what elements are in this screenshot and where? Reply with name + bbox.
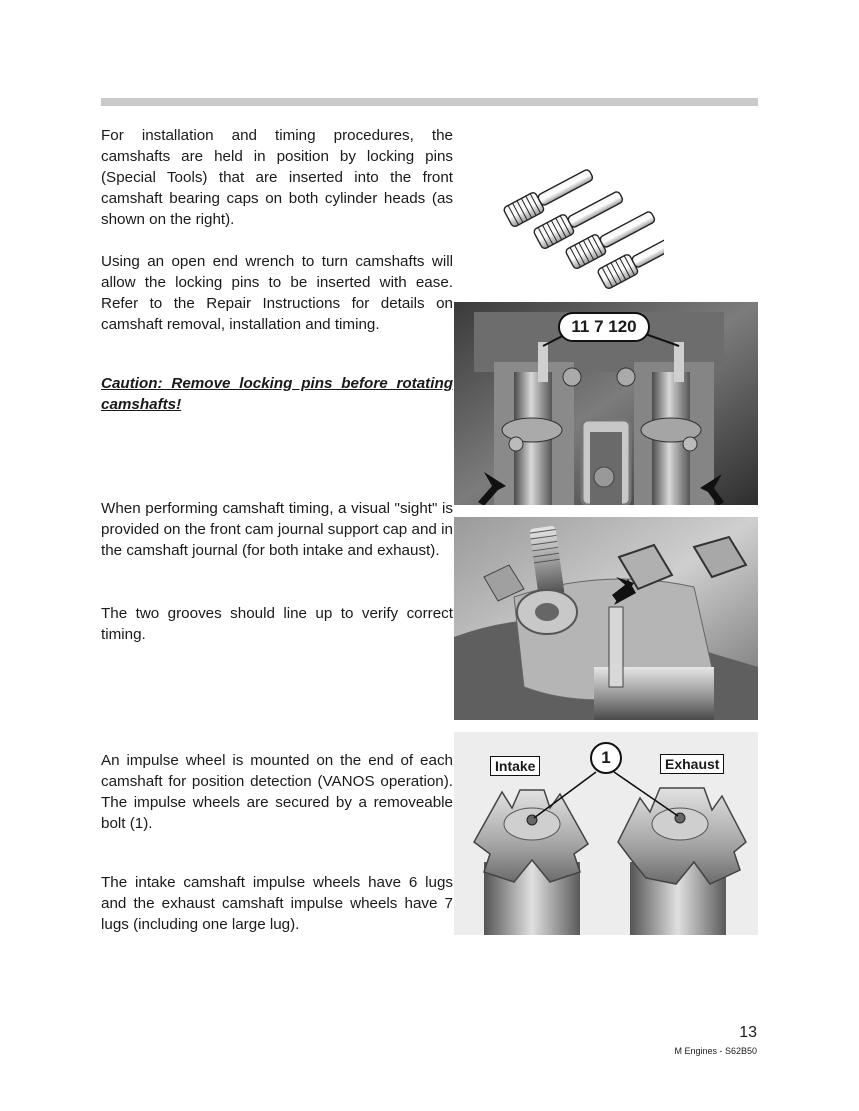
header-rule (101, 98, 758, 106)
tool-number-label: 11 7 120 (558, 312, 650, 342)
cam-journal-photo (454, 517, 758, 720)
caution-note: Caution: Remove locking pins before rotating camshafts! (101, 375, 453, 413)
intake-label: Intake (490, 756, 540, 776)
paragraph-locking-pins: For installation and timing procedures, the camshafts are held in position by locking pins (Special Tools) that are inserted into the front camshaft bearing caps on both cylinder heads (as shown on the right). (101, 127, 453, 228)
callout-number-1: 1 (590, 742, 622, 774)
impulse-wheels-photo (454, 732, 758, 935)
document-title: M Engines - S62B50 (674, 1046, 757, 1056)
locking-pins-illustration (494, 148, 664, 298)
paragraph-lugs: The intake camshaft impulse wheels have 6 lugs and the exhaust camshaft impulse wheels have 7 lugs (including one large lug). (101, 874, 453, 933)
paragraph-impulse-wheel: An impulse wheel is mounted on the end of each camshaft for position detection (VANOS operation). The impulse wheels are secured by a removeable bolt (1). (101, 752, 453, 832)
paragraph-grooves: The two grooves should line up to verify correct timing. (101, 605, 453, 643)
paragraph-open-end-wrench: Using an open end wrench to turn camshafts will allow the locking pins to be inserted with ease. Refer to the Repair Instructions for details on camshaft removal, installation and timing. (101, 253, 453, 333)
exhaust-label: Exhaust (660, 754, 724, 774)
paragraph-timing-sight: When performing camshaft timing, a visual "sight" is provided on the front cam journal support cap and in the camshaft journal (for both intake and exhaust). (101, 500, 453, 559)
cylinder-head-photo (454, 302, 758, 505)
page-number: 13 (739, 1024, 757, 1041)
